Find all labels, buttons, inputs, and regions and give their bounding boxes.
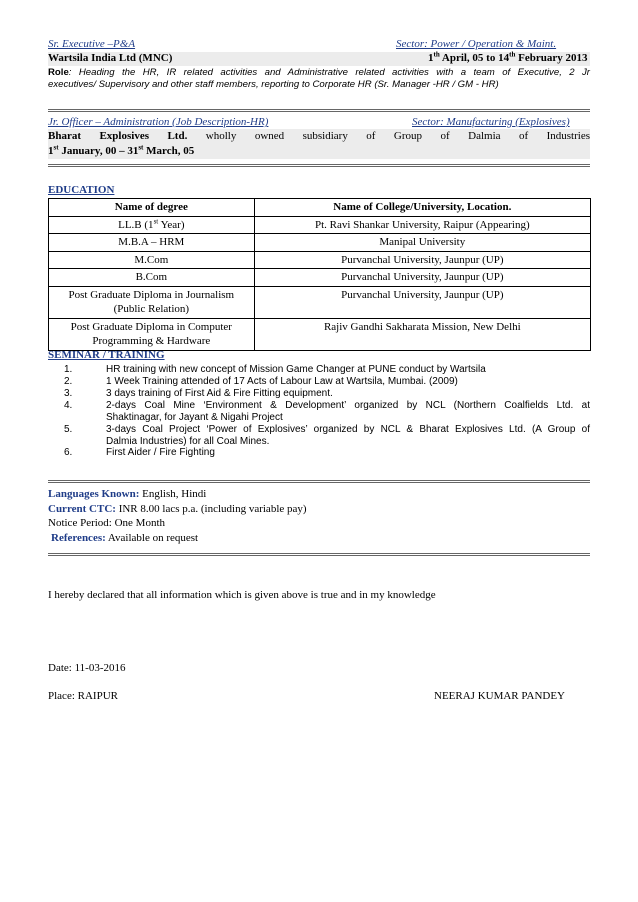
job1-title: Sr. Executive –P&A — [48, 38, 136, 50]
languages-line: Languages Known: English, Hindi — [48, 488, 207, 500]
college-cell: Pt. Ravi Shankar University, Raipur (Appearing) — [254, 216, 590, 234]
college-cell: Purvanchal University, Jaunpur (UP) — [254, 286, 590, 318]
college-cell: Purvanchal University, Jaunpur (UP) — [254, 269, 590, 287]
degree-cell: Post Graduate Diploma in Computer Programming & Hardware — [49, 318, 255, 350]
date-line: Date: 11-03-2016 — [48, 662, 126, 674]
table-row — [49, 216, 591, 234]
training-heading: SEMINAR / TRAINING — [48, 349, 165, 361]
notice-line: Notice Period: One Month — [48, 517, 166, 529]
job1-dates: 1th April, 05 to 14th February 2013 — [428, 50, 588, 64]
job1-sector: Sector: Power / Operation & Maint. — [396, 38, 557, 50]
education-table — [48, 198, 591, 351]
college-cell: Rajiv Gandhi Sakharata Mission, New Delhi — [254, 318, 590, 350]
ctc-line: Current CTC: INR 8.00 lacs p.a. (including variable pay) — [48, 502, 307, 515]
degree-cell: LL.B (1st Year) — [49, 216, 255, 234]
education-heading: EDUCATION — [48, 184, 115, 196]
divider-job2 — [48, 164, 590, 167]
job2-company: Bharat Explosives Ltd. wholly owned subsidiary of Group of Dalmia of Industries — [48, 130, 590, 142]
job2-dates: 1st January, 00 – 31st March, 05 — [48, 143, 195, 157]
references-line: References: Available on request — [51, 531, 199, 544]
college-cell: Purvanchal University, Jaunpur (UP) — [254, 251, 590, 269]
table-row — [49, 269, 591, 287]
divider-job1 — [48, 109, 590, 112]
column-header-degree: Name of degree — [49, 199, 255, 217]
table-header-row — [49, 199, 591, 217]
place-line: Place: RAIPUR — [48, 690, 118, 702]
table-row — [49, 286, 591, 318]
divider-training — [48, 480, 590, 483]
column-header-college: Name of College/University, Location. — [254, 199, 590, 217]
college-cell: Manipal University — [254, 234, 590, 252]
job2-title: Jr. Officer – Administration (Job Description-HR) — [48, 116, 269, 128]
table-row — [49, 234, 591, 252]
job1-company: Wartsila India Ltd (MNC) — [48, 52, 173, 64]
degree-cell: Post Graduate Diploma in Journalism (Public Relation) — [49, 286, 255, 318]
job2-sector: Sector: Manufacturing (Explosives) — [412, 116, 570, 128]
declaration: I hereby declared that all information which is given above is true and in my knowledge — [48, 589, 436, 601]
divider-personal — [48, 553, 590, 556]
signature-name: NEERAJ KUMAR PANDEY — [434, 690, 565, 702]
degree-cell: M.Com — [49, 251, 255, 269]
table-row — [49, 251, 591, 269]
degree-cell: M.B.A – HRM — [49, 234, 255, 252]
degree-cell: B.Com — [49, 269, 255, 287]
resume-page: Sr. Executive –P&A Sector: Power / Operation & Maint. Wartsila India Ltd (MNC) 1th April, 05 to 14th February 2013 Role: Heading the HR, IR related activities and Administrative related activities with a team of Executive, 2 Jr executives/ Supervisory and other staff members, reporting to Corporate HR (Sr. Manager -HR / GM - HR) Jr. Officer – Administration (Job Description-HR) Sector: Manufacturing (Explosives) Bharat Explosives Ltd. wholly owned subsidiary of Group of Dalmia of Industries 1st January, 00 – 31st March, 05 EDUCATION Name of degree Name of College/University, Location. LL.B (1st Year) Pt. Ravi Shankar University, Raipur (Appearing) M.B.A – HRM Manipal University M.Com Purvanchal University, Jaunpur (UP) B.Com Purvanchal University, Jaunpur (UP) Post Graduate Diploma in Journalism (Public Relation) Purvanchal University, Jaunpur (UP) Post Graduate Diploma in Computer Programming & Hardware Rajiv Gandhi Sakharata Mission, New Delhi SEMINAR / TRAINING 1. HR training with new concept of Mission Game Changer at PUNE conduct by Wartsila 2. 1 Week Training attended of 17 Acts of Labour Law at Wartsila, Mumbai. (2009) 3. 3 days training of First Aid & Fire Fitting equipment. 4. 2-days Coal Mine ‘Environment & Development’ organized by NCL (Northern Coalfields Ltd. at Shaktinagar, for Jayant & Nigahi Project 5. 3-days Coal Project ‘Power of Explosives’ organized by NCL & Bharat Explosives Ltd. (A Group of Dalmia Industries) for all Coal Mines. 6. First Aider / Fire Fighting Languages Known: English, Hindi Current CTC: INR 8.00 lacs p.a. (including variable pay) Notice Period: One Month References: Available on request I hereby declared that all information which is given above is true and in my knowledge Date: 11-03-2016 Place: RAIPUR NEERAJ KUMAR PANDEY — [48, 38, 590, 702]
job1-role: Role: Heading the HR, IR related activities and Administrative related activities with a team of Executive, 2 Jr executives/ Supervisory and other staff members, reporting to Corporate HR (Sr. Manager -HR / GM - HR) — [48, 67, 590, 90]
table-row — [49, 318, 591, 350]
